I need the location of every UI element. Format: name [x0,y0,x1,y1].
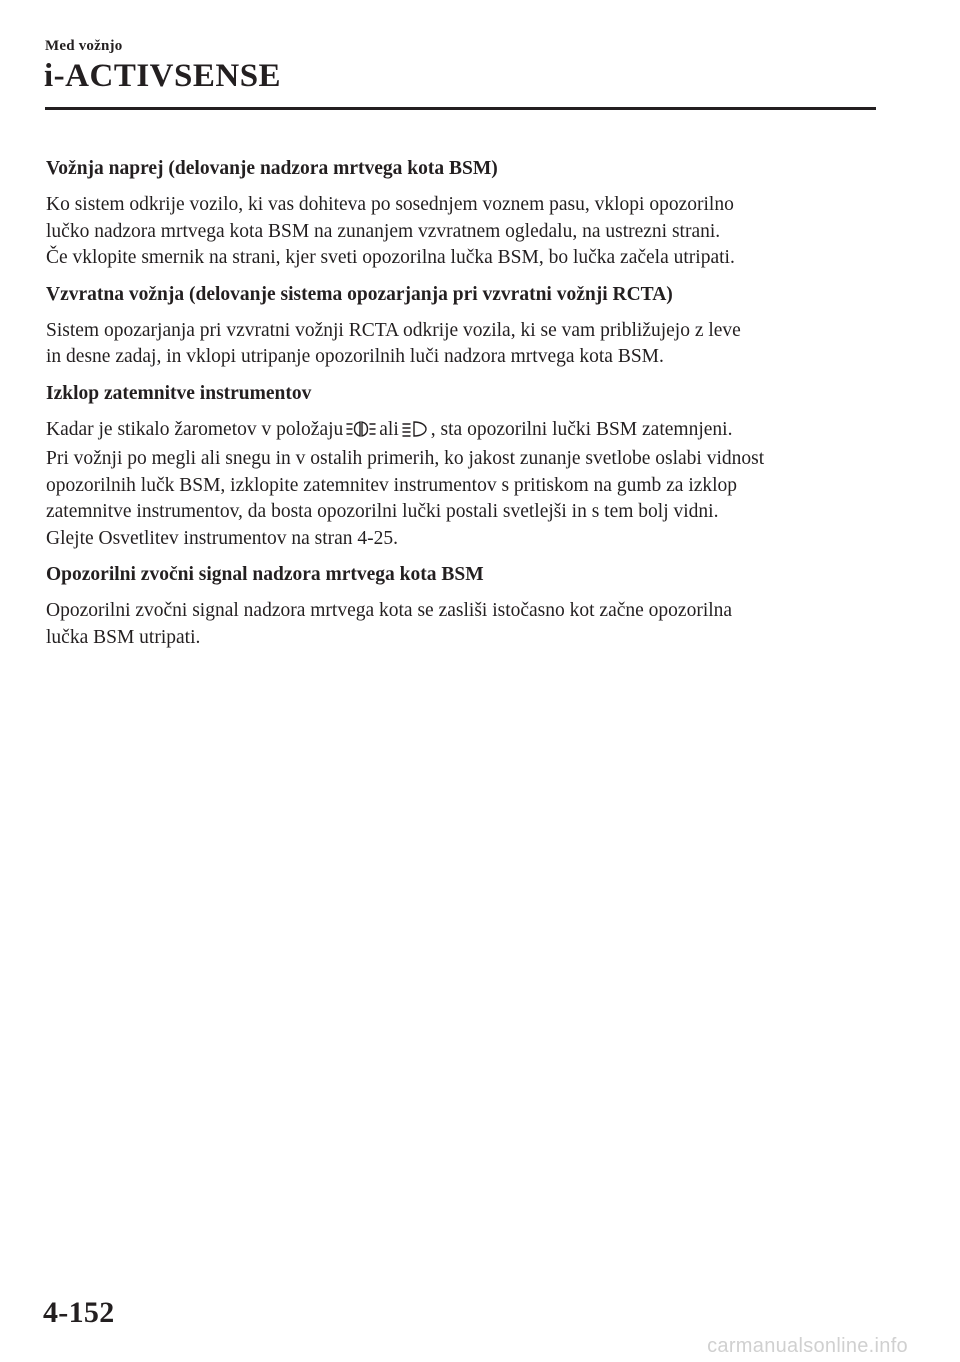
text-fragment: Kadar je stikalo žarometov v položaju [46,418,344,440]
paragraph-reverse-driving [46,318,881,371]
text-line: Opozorilni zvočni signal nadzora mrtvega kota se zasliši istočasno kot začne opozorilna [46,600,733,621]
heading-dimmer-cancel: Izklop zatemnitve instrumentov [46,382,312,404]
text-line: Pri vožnji po megli ali snegu in v ostalih primerih, ko jakost zunanje svetlobe oslabi vidnost [46,448,765,469]
text-fragment: , sta opozorilni lučki BSM zatemnjeni. [430,418,733,440]
text-line: Ko sistem odkrije vozilo, ki vas dohiteva po sosednjem voznem pasu, vklopi opozorilno [46,194,734,215]
text-fragment: ali [379,418,399,440]
text-line: Glejte Osvetlitev instrumentov na stran 4-25. [46,527,399,549]
paragraph-dimmer-cancel [46,417,881,553]
page-number: 4-152 [43,1296,115,1329]
parking-lights-icon [346,420,376,447]
text-line: lučka BSM utripati. [46,626,201,648]
chapter-title: i-ACTIVSENSE [44,58,282,94]
watermark: carmanualsonline.info [707,1335,908,1357]
manual-content [46,156,881,661]
heading-reverse-driving: Vzvratna vožnja (delovanje sistema opozarjanja pri vzvratni vožnji RCTA) [46,283,673,305]
text-line: Sistem opozarjanja pri vzvratni vožnji RCTA odkrije vozila, ki se vam približujejo z leve [46,319,741,341]
low-beam-headlight-icon [402,420,428,447]
heading-warning-beep: Opozorilni zvočni signal nadzora mrtvega kota BSM [46,564,484,585]
title-rule [45,107,876,110]
section-label: Med vožnjo [45,38,123,54]
paragraph-forward-driving [46,192,881,272]
text-line: opozorilnih lučk BSM, izklopite zatemnitev instrumentov s pritiskom na gumb za izklop [46,474,738,496]
heading-forward-driving: Vožnja naprej (delovanje nadzora mrtvega kota BSM) [46,158,498,179]
paragraph-warning-beep [46,598,881,651]
text-line-with-icons [46,417,881,447]
text-line: zatemnitve instrumentov, da bosta opozorilni lučki postali svetlejši in s tem bolj vidni. [46,501,719,522]
text-line: lučko nadzora mrtvega kota BSM na zunanjem vzvratnem ogledalu, na ustrezni strani. [46,220,721,242]
text-line: in desne zadaj, in vklopi utripanje opozorilnih luči nadzora mrtvega kota BSM. [46,346,664,367]
text-line: Če vklopite smernik na strani, kjer sveti opozorilna lučka BSM, bo lučka začela utripati. [46,247,735,268]
